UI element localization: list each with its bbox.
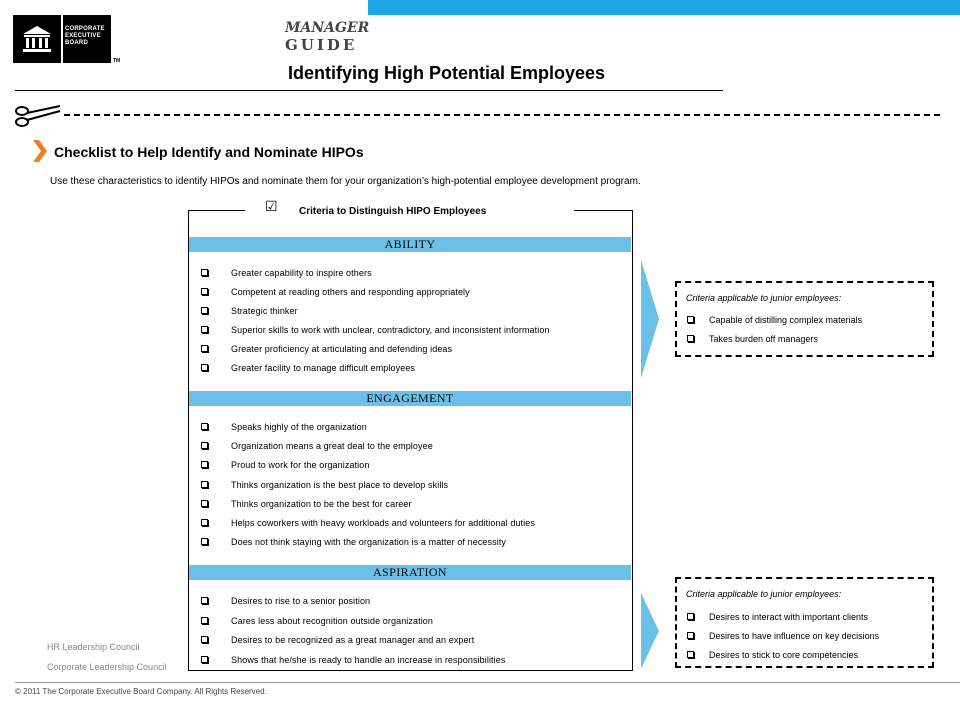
checkbox-icon (201, 636, 208, 643)
checkbox-icon (687, 335, 694, 342)
checkbox-icon (201, 538, 208, 545)
list-item (200, 655, 505, 675)
item-text: Desires to interact with important clients (709, 612, 869, 622)
engagement-list (200, 422, 535, 556)
checkbox-icon (201, 288, 208, 295)
manager-guide-logo (285, 20, 370, 54)
copyright: © 2011 The Corporate Executive Board Company. All Rights Reserved. (15, 687, 267, 696)
section-heading: Checklist to Help Identify and Nominate HIPOs (54, 144, 364, 160)
item-text: Does not think staying with the organization is a matter of necessity (231, 537, 507, 548)
list-item (200, 518, 535, 537)
checkbox-icon (201, 269, 208, 276)
list-item (200, 306, 550, 325)
checkbox-icon (201, 364, 208, 371)
list-item (200, 480, 535, 499)
aspiration-band: ASPIRATION (189, 565, 631, 580)
junior-criteria-title: Criteria applicable to junior employees: (686, 293, 842, 303)
intro-text: Use these characteristics to identify HIPOs and nominate them for your organization’s high-potential employee development program. (50, 176, 641, 187)
list-item (686, 650, 879, 669)
title-divider (15, 90, 723, 91)
item-text: Greater capability to inspire others (231, 268, 372, 278)
engagement-band: ENGAGEMENT (189, 391, 631, 406)
list-item (686, 315, 862, 334)
chevron-arrow-icon (641, 593, 659, 669)
chevron-arrow-icon (641, 260, 659, 378)
item-text: Thinks organization to be the best for career (231, 498, 412, 509)
item-text: Proud to work for the organization (231, 460, 370, 471)
list-item (200, 422, 535, 441)
chevron-right-icon (33, 140, 47, 162)
page-title: Identifying High Potential Employees (288, 63, 606, 83)
item-text: Desires to rise to a senior position (231, 596, 371, 606)
item-text: Takes burden off managers (709, 334, 818, 344)
item-text: Greater facility to manage difficult employees (231, 363, 416, 373)
cut-line (64, 114, 940, 116)
brand-line-3: BOARD (65, 40, 88, 46)
scissors-icon (14, 102, 62, 130)
item-text: Superior skills to work with unclear, contradictory, and inconsistent information (231, 325, 550, 335)
checkbox-icon (201, 326, 208, 333)
aspiration-list (200, 596, 505, 674)
ceb-logo (13, 15, 111, 63)
checkbox-icon (687, 613, 694, 620)
item-text: Organization means a great deal to the employee (231, 441, 433, 452)
item-text: Desires to be recognized as a great manager and an expert (231, 635, 475, 645)
footer-council-corporate: Corporate Leadership Council (47, 662, 167, 672)
ability-band: ABILITY (189, 237, 631, 252)
checkbox-icon (201, 656, 208, 663)
item-text: Competent at reading others and responding appropriately (231, 287, 470, 297)
list-item (200, 325, 550, 344)
checkbox-icon (201, 519, 208, 526)
brand-line-2: EXECUTIVE (65, 33, 101, 39)
checkbox-icon (201, 345, 208, 352)
checkbox-icon (687, 316, 694, 323)
list-item (200, 499, 535, 518)
list-item (200, 363, 550, 382)
item-text: Greater proficiency at articulating and defending ideas (231, 344, 453, 354)
criteria-panel-top-left (188, 210, 245, 211)
item-text: Strategic thinker (231, 306, 298, 316)
checkbox-icon (687, 651, 694, 658)
ability-list (200, 268, 550, 382)
junior-ability-box (675, 281, 934, 357)
criteria-panel-top-right (574, 210, 632, 211)
criteria-title: Criteria to Distinguish HIPO Employees (299, 206, 487, 217)
trademark: TM (113, 58, 121, 64)
checkbox-checked-icon: ☑ (265, 198, 278, 214)
manager-guide-logo-line1: MANAGER (285, 20, 370, 36)
item-text: Helps coworkers with heavy workloads and volunteers for additional duties (231, 517, 535, 528)
checkbox-icon (201, 617, 208, 624)
item-text: Desires to have influence on key decisions (709, 631, 880, 641)
junior-ability-list (686, 315, 862, 353)
checkbox-icon (201, 500, 208, 507)
list-item (200, 596, 505, 616)
building-icon (13, 15, 63, 63)
list-item (200, 268, 550, 287)
item-text: Desires to stick to core competencies (709, 650, 859, 660)
manager-guide-logo-line2: GUIDE (285, 36, 358, 54)
item-text: Thinks organization is the best place to develop skills (231, 479, 449, 490)
list-item (200, 460, 535, 479)
item-text: Shows that he/she is ready to handle an increase in responsibilities (231, 654, 506, 665)
checkbox-icon (201, 307, 208, 314)
list-item (686, 334, 862, 353)
checkbox-icon (687, 632, 694, 639)
footer-council-hr: HR Leadership Council (47, 642, 140, 652)
junior-criteria-title: Criteria applicable to junior employees: (686, 589, 842, 599)
checkbox-icon (201, 481, 208, 488)
top-accent-bar (368, 0, 960, 15)
brand-line-1: CORPORATE (65, 26, 105, 32)
list-item (686, 612, 879, 631)
junior-aspiration-box (675, 577, 934, 668)
list-item (200, 344, 550, 363)
item-text: Speaks highly of the organization (231, 422, 367, 432)
item-text: Cares less about recognition outside organization (231, 615, 434, 626)
checkbox-icon (201, 461, 208, 468)
checkbox-icon (201, 597, 208, 604)
list-item (200, 441, 535, 460)
ceb-logo-text (65, 26, 111, 47)
checkbox-icon (201, 442, 208, 449)
checkbox-icon (201, 423, 208, 430)
list-item (200, 635, 505, 655)
footer-divider (15, 682, 960, 683)
list-item (200, 616, 505, 636)
list-item (200, 287, 550, 306)
item-text: Capable of distilling complex materials (709, 315, 863, 325)
list-item (686, 631, 879, 650)
list-item (200, 537, 535, 556)
junior-aspiration-list (686, 612, 879, 669)
